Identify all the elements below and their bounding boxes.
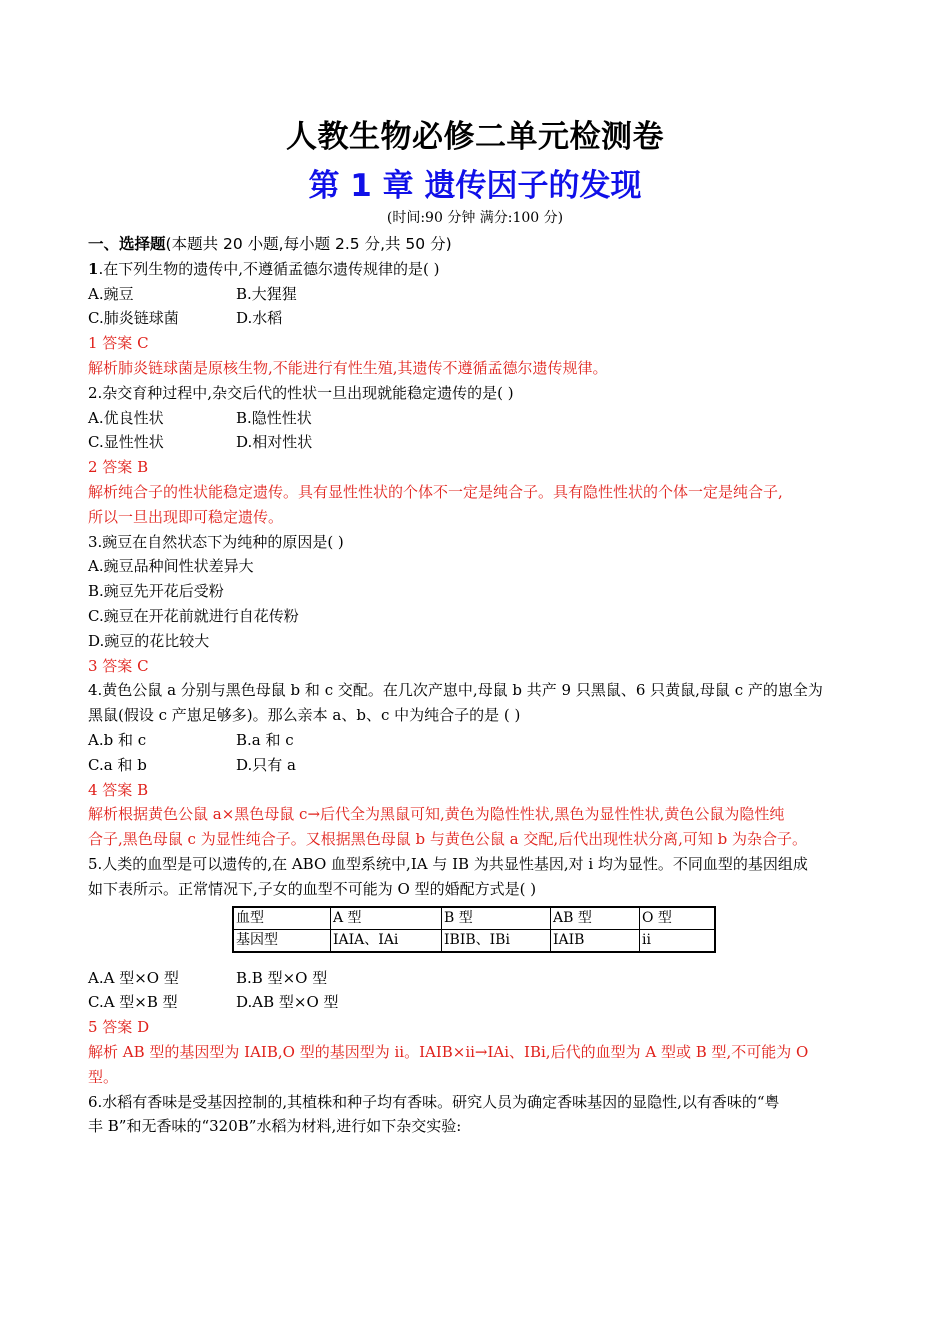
table-cell: B 型	[442, 907, 551, 930]
option-a: A.豌豆品种间性状差异大	[88, 557, 254, 576]
option-c: C.显性性状	[88, 433, 164, 452]
question-5-options-row-1	[88, 966, 868, 991]
section-heading	[88, 232, 868, 257]
question-2-options-row-2	[88, 430, 868, 455]
table-cell: IAIB	[551, 929, 640, 952]
question-1-number: 1	[88, 259, 99, 278]
option-d: D.只有 a	[236, 755, 296, 774]
question-2: 2.杂交育种过程中,杂交后代的性状一旦出现就能稳定遗传的是( )	[88, 383, 514, 402]
question-1-options-row-1	[88, 282, 868, 307]
question-1	[88, 257, 868, 282]
option-a: A.A 型×O 型	[88, 968, 179, 987]
option-d: D.相对性状	[236, 433, 313, 452]
option-b: B.a 和 c	[236, 730, 294, 749]
option-d: D.水稻	[236, 309, 283, 328]
table-cell: AB 型	[551, 907, 640, 930]
question-4-line-1: 4.黄色公鼠 a 分别与黑色母鼠 b 和 c 交配。在几次产崽中,母鼠 b 共产 9 只黑鼠、6 只黄鼠,母鼠 c 产的崽全为	[88, 681, 823, 700]
table-row	[233, 929, 715, 952]
question-2-answer: 2 答案 B	[88, 458, 149, 477]
option-a: A.优良性状	[88, 408, 164, 427]
question-3-answer: 3 答案 C	[88, 656, 149, 675]
question-2-options-row-1	[88, 406, 868, 431]
question-1-options-row-2	[88, 306, 868, 331]
option-d: D.豌豆的花比较大	[88, 631, 210, 650]
table-cell: A 型	[331, 907, 442, 930]
option-b: B.豌豆先开花后受粉	[88, 582, 224, 601]
option-b: B.大猩猩	[236, 284, 297, 303]
document-content	[88, 232, 868, 1139]
question-4-line-2: 黑鼠(假设 c 产崽足够多)。那么亲本 a、b、c 中为纯合子的是 ( )	[88, 706, 521, 725]
option-a: A.豌豆	[88, 284, 134, 303]
option-d: D.AB 型×O 型	[236, 993, 339, 1012]
table-cell: O 型	[640, 907, 716, 930]
question-4-options-row-1	[88, 728, 868, 753]
option-b: B.隐性性状	[236, 408, 312, 427]
question-2-analysis-line-1: 解析纯合子的性状能稳定遗传。具有显性性状的个体不一定是纯合子。具有隐性性状的个体一定是纯合子,	[88, 482, 783, 501]
question-6-line-2: 丰 B”和无香味的“320B”水稻为材料,进行如下杂交实验:	[88, 1117, 462, 1136]
blood-type-table	[232, 906, 716, 953]
option-a: A.b 和 c	[88, 730, 147, 749]
table-cell: IAIA、IAi	[331, 929, 442, 952]
question-4-analysis-line-2: 合子,黑色母鼠 c 为显性纯合子。又根据黑色母鼠 b 与黄色公鼠 a 交配,后代出现性状分离,可知 b 为杂合子。	[88, 830, 808, 849]
table-cell: 基因型	[233, 929, 331, 952]
exam-time-info: (时间:90 分钟 满分:100 分)	[386, 210, 564, 226]
option-c: C.豌豆在开花前就进行自花传粉	[88, 606, 299, 625]
table-cell: 血型	[233, 907, 331, 930]
question-1-analysis: 解析肺炎链球菌是原核生物,不能进行有性生殖,其遗传不遵循孟德尔遗传规律。	[88, 358, 608, 377]
question-5-line-2: 如下表所示。正常情况下,子女的血型不可能为 O 型的婚配方式是( )	[88, 879, 537, 898]
table-row	[233, 907, 715, 930]
question-5-line-1: 5.人类的血型是可以遗传的,在 ABO 血型系统中,IA 与 IB 为共显性基因,对 i 均为显性。不同血型的基因组成	[88, 854, 808, 873]
question-3: 3.豌豆在自然状态下为纯种的原因是( )	[88, 532, 344, 551]
table-cell: ii	[640, 929, 716, 952]
question-1-answer: 1 答案 C	[88, 334, 149, 353]
question-4-options-row-2	[88, 753, 868, 778]
question-5-answer: 5 答案 D	[88, 1018, 150, 1037]
blood-type-table-container	[88, 902, 868, 966]
option-b: B.B 型×O 型	[236, 968, 328, 987]
chapter-title: 第 1 章 遗传因子的发现	[308, 168, 642, 204]
option-c: C.肺炎链球菌	[88, 309, 179, 328]
question-1-text: .在下列生物的遗传中,不遵循孟德尔遗传规律的是( )	[98, 259, 440, 278]
question-5-analysis-line-2: 型。	[88, 1067, 119, 1086]
option-c: C.a 和 b	[88, 755, 147, 774]
section-description: (本题共 20 小题,每小题 2.5 分,共 50 分)	[165, 235, 452, 253]
question-4-analysis-line-1: 解析根据黄色公鼠 a×黑色母鼠 c→后代全为黑鼠可知,黄色为隐性性状,黑色为显性性状,黄色公鼠为隐性纯	[88, 805, 785, 824]
section-title: 一、选择题	[88, 235, 166, 253]
question-5-analysis-line-1: 解析 AB 型的基因型为 IAIB,O 型的基因型为 ii。IAIB×ii→IAi、IBi,后代的血型为 A 型或 B 型,不可能为 O	[88, 1042, 809, 1061]
table-cell: IBIB、IBi	[442, 929, 551, 952]
document-title: 人教生物必修二单元检测卷	[286, 119, 664, 155]
question-4-answer: 4 答案 B	[88, 780, 149, 799]
option-c: C.A 型×B 型	[88, 993, 178, 1012]
question-5-options-row-2	[88, 990, 868, 1015]
question-6-line-1: 6.水稻有香味是受基因控制的,其植株和种子均有香味。研究人员为确定香味基因的显隐性,以有香味的“粤	[88, 1092, 780, 1111]
question-2-analysis-line-2: 所以一旦出现即可稳定遗传。	[88, 507, 284, 526]
